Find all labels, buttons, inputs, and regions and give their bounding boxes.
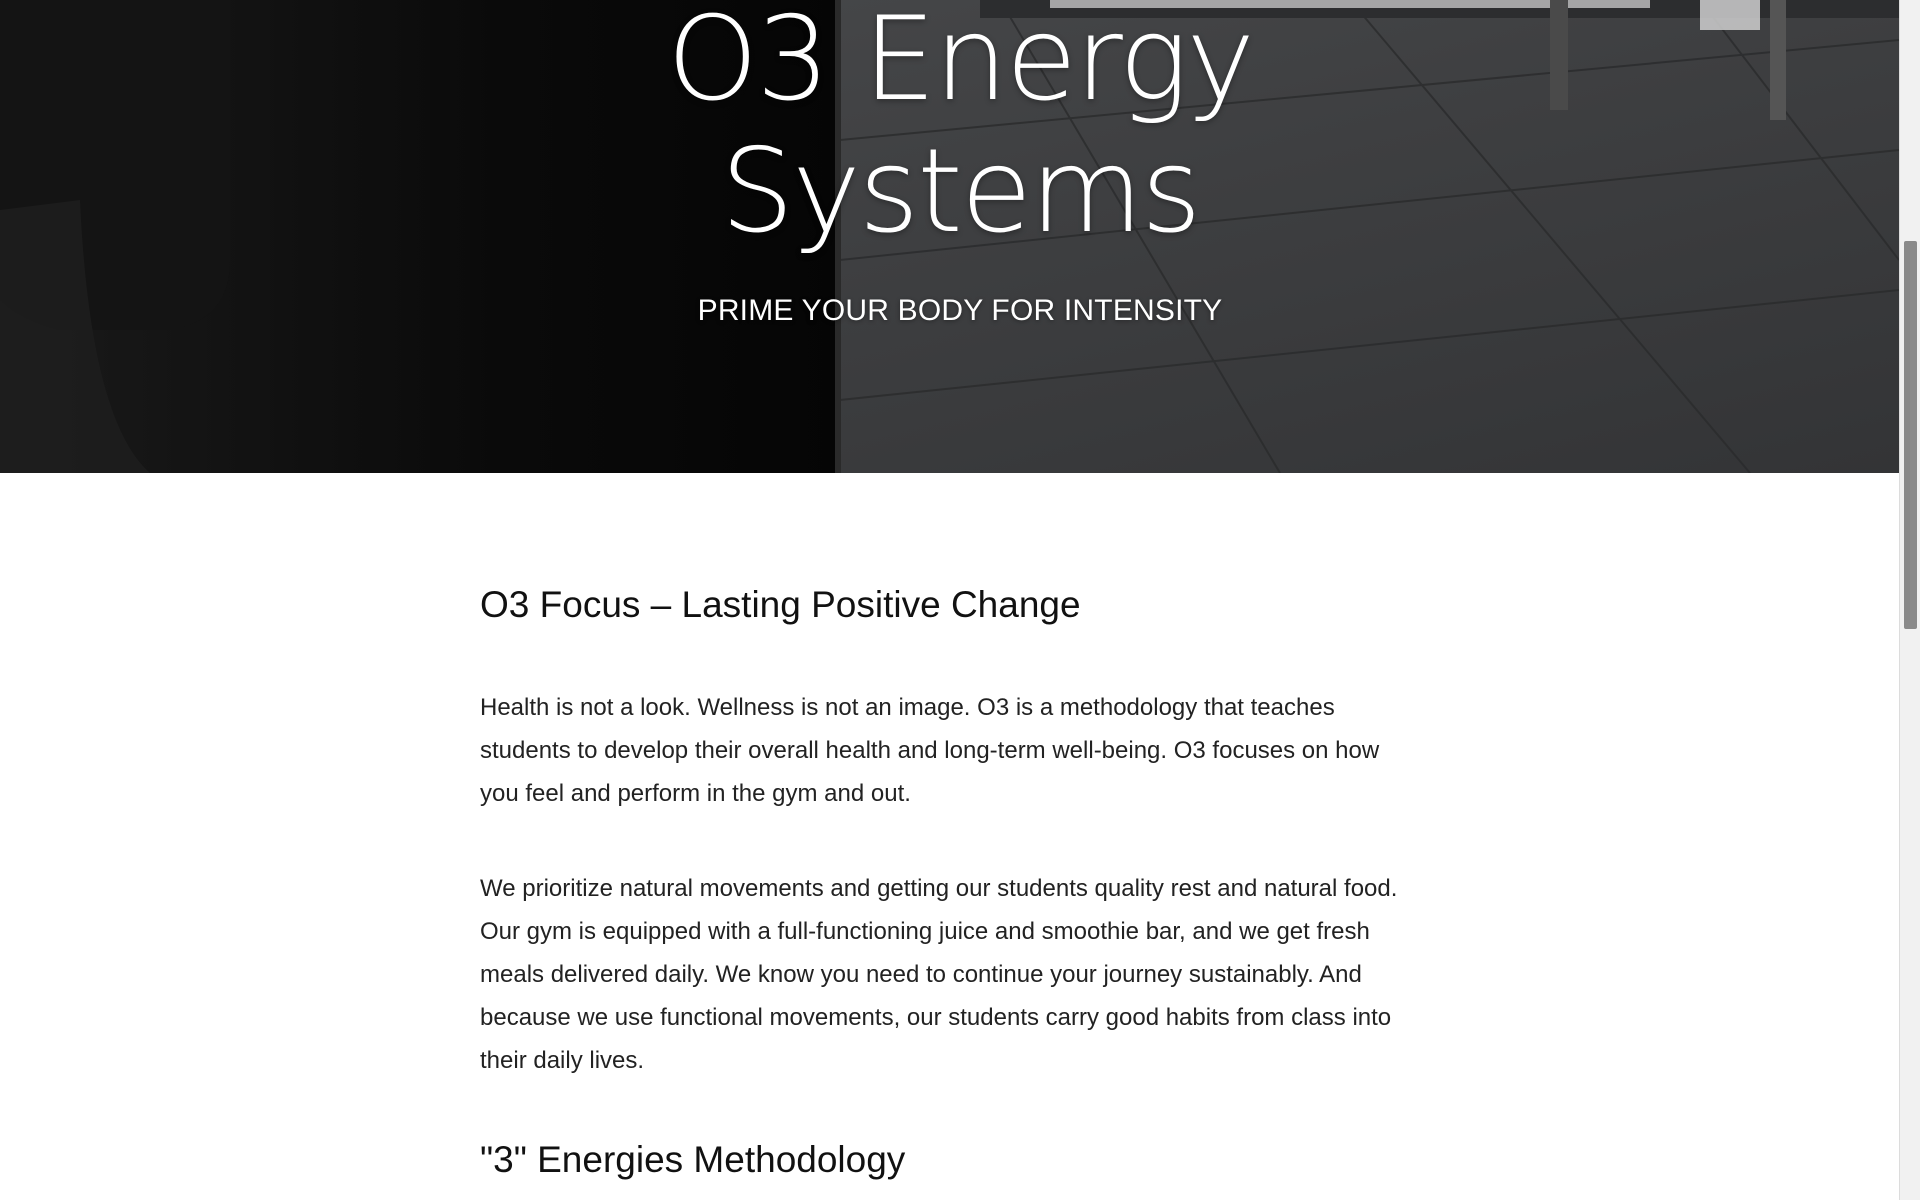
methodology-heading: "3" Energies Methodology: [480, 1139, 906, 1180]
focus-paragraph-2: We prioritize natural movements and getting our students quality rest and natural food. Our gym is equipped with a full-functioning juice and smoothie bar, and we get fresh meals delivered daily. We know you need to continue your journey sustainably. And because we use functional movements, our students carry good habits from class into their daily lives.: [480, 875, 1398, 1074]
hero-title-line-2: Systems: [720, 124, 1200, 259]
focus-heading: O3 Focus – Lasting Positive Change: [480, 584, 1081, 625]
hero-title-line-1: O3 Energy: [666, 0, 1254, 127]
hero-title: [0, 0, 1899, 258]
hero-subtitle: PRIME YOUR BODY FOR INTENSITY: [697, 294, 1223, 327]
hero-section: [0, 0, 1899, 473]
scrollbar-thumb[interactable]: [1904, 241, 1917, 629]
focus-paragraph-1: Health is not a look. Wellness is not an image. O3 is a methodology that teaches students to develop their overall health and long-term well-being. O3 focuses on how you feel and perform in the gym and out.: [480, 694, 1380, 807]
page-scrollbar[interactable]: [1899, 0, 1920, 1200]
